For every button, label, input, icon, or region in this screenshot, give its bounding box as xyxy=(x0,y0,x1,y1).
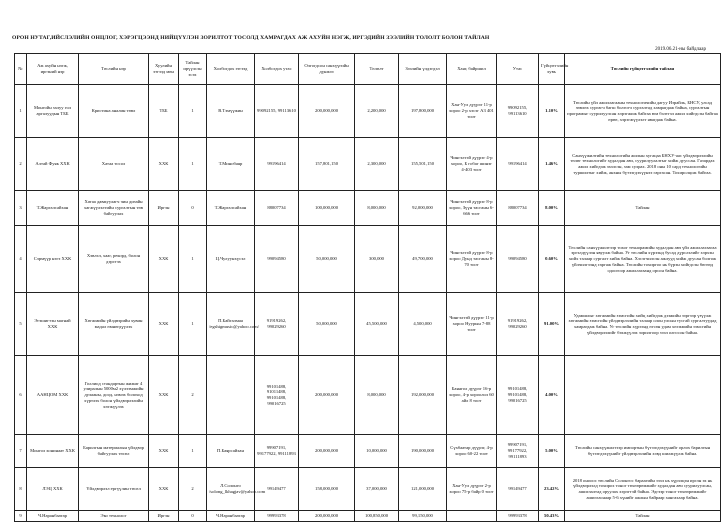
cell-note: Тайлан xyxy=(565,191,721,226)
cell-contact: В.Тэмүүжин xyxy=(207,85,255,138)
cell-project: Хэвлэл, хааг, рекорд, болон дэрстэх xyxy=(79,226,149,293)
cell-address: Чингэлтэй дүүрэг 11-р хороо Нуурын 7-88 тоот xyxy=(447,293,497,356)
cell-balance: 4,500,000 xyxy=(399,293,447,356)
cell-paid: 100,850,000 xyxy=(355,511,399,522)
cell-report: 1 xyxy=(179,85,207,138)
table-row xyxy=(15,138,721,191)
cell-pct: 5.00% xyxy=(539,435,565,468)
cell-contact xyxy=(207,356,255,435)
cell-note: 2018 онооос төслийн Солонгос бараагийн зээл нь хүрэлцэн ирсэн эх нь үйлдвэрлэлд тохирох тоног төхөөрөмжийг худалдан авч суурилуулсан, ашиглалтад оруулах хэрэгтэй байна. Эдгээр тоног төхөөрөмжийг ашигласнаар 5-6 хүнийг ажлын байраар хангахаар байна. xyxy=(565,468,721,511)
cell-contact: Л.Солонго /solong_lkhagjav@yahoo.com xyxy=(207,468,255,511)
cell-phone: 99196414 xyxy=(255,138,299,191)
cell-type: Иргэн xyxy=(149,511,179,522)
cell-pct: 91.00% xyxy=(539,293,565,356)
cell-type: ХХК xyxy=(149,138,179,191)
table-row xyxy=(15,293,721,356)
col-no: № xyxy=(15,54,27,85)
cell-type: ХХК xyxy=(149,435,179,468)
table-row xyxy=(15,435,721,468)
cell-address xyxy=(447,511,497,522)
cell-report: 0 xyxy=(179,191,207,226)
cell-loan: 158,000,000 xyxy=(299,468,355,511)
cell-paid: 45,500,000 xyxy=(355,293,399,356)
cell-project: Үйлдвэрлэл ергүүлин төсөл xyxy=(79,468,149,511)
cell-tel: 99094580 xyxy=(497,226,539,293)
cell-contact: П.Байгалмаа /egshigmusic@yahoo.com/ xyxy=(207,293,255,356)
table-row xyxy=(15,226,721,293)
cell-paid: 2,200,000 xyxy=(355,85,399,138)
cell-no: 6 xyxy=(15,356,27,435)
cell-balance: 192,000,000 xyxy=(399,356,447,435)
cell-contact: Т.Минобаяр xyxy=(207,138,255,191)
cell-tel: 99101488, 99101488, 99016725 xyxy=(497,356,539,435)
cell-address: Чингэлтэй дүүрэг 8-р хороо Дунд тасганы 8-70 тоот xyxy=(447,226,497,293)
cell-report: 2 xyxy=(179,468,207,511)
col-tel: Утас xyxy=(497,54,539,85)
cell-phone: 91919262, 99029260 xyxy=(255,293,299,356)
cell-pct: 23.42% xyxy=(539,468,565,511)
cell-balance: 155,501,150 xyxy=(399,138,447,191)
cell-loan: 200,000,000 xyxy=(299,85,355,138)
cell-balance: 121,000,000 xyxy=(399,468,447,511)
cell-address: Хан-Уул дүүрэг 11-р хороо 2-р хэсэг А3 401 тоот xyxy=(447,85,497,138)
cell-tel: 99092155, 99113610 xyxy=(497,85,539,138)
cell-project: Хатаа тосол xyxy=(79,138,149,191)
cell-no: 5 xyxy=(15,293,27,356)
cell-project: Барилгын материалын үйлдвэр байгуулах төсөл xyxy=(79,435,149,468)
cell-balance: 197,800,000 xyxy=(399,85,447,138)
cell-balance: 190,000,000 xyxy=(399,435,447,468)
cell-tel: 99907191, 99177922, 99111893 xyxy=(497,435,539,468)
cell-project: Кристина аналин төвл xyxy=(79,85,149,138)
cell-address: Чингэлтэй дүүрэг 8-р хороо, Зүүн тасганы 6-666 тоот xyxy=(447,191,497,226)
cell-type: ХХК xyxy=(149,293,179,356)
cell-loan: 200,000,000 xyxy=(299,356,355,435)
cell-paid: 10,000,000 xyxy=(355,435,399,468)
col-name: Аж ахуйн нэгж, иргэний нэр xyxy=(27,54,79,85)
cell-project: Хатаа давжуулагч чин дизайн хагжүүлэлтийн сургалтын төв байгуулах xyxy=(79,191,149,226)
document-title: ОРОН НУТАГ,ИЙСЛЭЛИЙН ОНЦЛОГ, ХЭРЭГЦЭЭНД НИЙЦҮҮЛЭН ЗОРИЛТОТ ТОСОЛД ХАМРАГДАХ АЖ АХУЙН НЭГЖ, ИРГЭДИЙН ЗЭЭЛИЙН ТОЛОЛТ БОЛОН ТАЙЛАН xyxy=(12,35,490,41)
cell-paid: 300,000 xyxy=(355,226,399,293)
cell-pct: 1.10% xyxy=(539,85,565,138)
cell-tel: 91919262, 99029260 xyxy=(497,293,539,356)
cell-no: 1 xyxy=(15,85,27,138)
col-balance: Зээлийн үлдэгдэл xyxy=(399,54,447,85)
cell-tel: 99196414 xyxy=(497,138,539,191)
cell-phone: 99101488, 91011488, 99101488, 99016725 xyxy=(255,356,299,435)
cell-loan: 50,000,000 xyxy=(299,226,355,293)
cell-project: Эко технолог xyxy=(79,511,149,522)
cell-tel: 99149477 xyxy=(497,468,539,511)
cell-report: 2 xyxy=(179,356,207,435)
cell-pct: 8.00% xyxy=(539,191,565,226)
cell-tel: 99993378 xyxy=(497,511,539,522)
cell-type: ХХК xyxy=(149,356,179,435)
cell-no: 7 xyxy=(15,435,27,468)
cell-paid: 8,000,000 xyxy=(355,191,399,226)
cell-name: Т.Жаргалсайхан xyxy=(27,191,79,226)
cell-project: Голлиод стандартын жижиг 4 улиралын 5000м2 хүлээмжийн дулааны, доод, нэмэх болоход хүртлэх болон үйлдвэрлэлийн хөгжүүлэх xyxy=(79,356,149,435)
cell-note xyxy=(565,356,721,435)
cell-contact: Ц.Чулуунхүсэл xyxy=(207,226,255,293)
col-report: Тайлан ирүүлсэн эсэх xyxy=(179,54,207,85)
cell-phone: 99993378 xyxy=(255,511,299,522)
cell-no: 8 xyxy=(15,468,27,511)
cell-note: Төслийн санхүүжилтээр импортын бүтээгдэхүүнийг орлох барилгын бүтээгдэхүүнийг үйлдвэрлэлийн хэвд шилжүүлж байна. xyxy=(565,435,721,468)
col-loan: Олгогдсон санхүүгийн дүнжээ xyxy=(299,54,355,85)
cell-loan: 50,000,000 xyxy=(299,293,355,356)
cell-pct: 0.60% xyxy=(539,226,565,293)
cell-phone: 99149477 xyxy=(255,468,299,511)
cell-pct: 50.43% xyxy=(539,511,565,522)
col-contact: Холбогдох этгээд xyxy=(207,54,255,85)
cell-loan: 200,000,000 xyxy=(299,435,355,468)
cell-report: 1 xyxy=(179,293,207,356)
cell-paid: 2,300,000 xyxy=(355,138,399,191)
cell-paid: 8,000,000 xyxy=(355,356,399,435)
loan-report-table xyxy=(14,53,721,522)
col-address: Хаяг, байршил xyxy=(447,54,497,85)
cell-type: ХХК xyxy=(149,226,179,293)
cell-phone: 99094580 xyxy=(255,226,299,293)
cell-report: 1 xyxy=(179,435,207,468)
col-pct: Гүйцэтгэлийн хувь xyxy=(539,54,565,85)
col-project: Төслийн нэр xyxy=(79,54,149,85)
cell-report: 1 xyxy=(179,226,207,293)
cell-paid: 37,000,000 xyxy=(355,468,399,511)
col-note: Төслийн гүйцэтгэлийн тайлан xyxy=(565,54,721,85)
cell-contact: Т.Жаргалсайхан xyxy=(207,191,255,226)
cell-no: 9 xyxy=(15,511,27,522)
cell-note: Тайлан xyxy=(565,511,721,522)
cell-name: Алтай Фуяк ХХК xyxy=(27,138,79,191)
cell-name: Ч.Наранбаатар xyxy=(27,511,79,522)
cell-phone: 99092155, 99113610 xyxy=(255,85,299,138)
table-header-row xyxy=(15,54,721,85)
cell-balance: 99,150,000 xyxy=(399,511,447,522)
col-phone: Холбогдох утас xyxy=(255,54,299,85)
cell-no: 2 xyxy=(15,138,27,191)
table-row xyxy=(15,356,721,435)
cell-name: ААНЦОМ ХХК xyxy=(27,356,79,435)
table-row xyxy=(15,511,721,522)
cell-name: Монгойн залуу гол аргалуудын ТББ xyxy=(27,85,79,138)
cell-balance: 92,000,000 xyxy=(399,191,447,226)
cell-type: Иргэн xyxy=(149,191,179,226)
cell-note: Удамшлыг хөгжмийн зэмсгийн хийц хийгдэж дээжийн зэргээр үзүүлж хөгжмийн зэмсгийн үйлдвэрлэлийн талаар олон улсын тусгай сургалтуудад хамрагдаж байна. Уг төслийн хүрээнд өгсөн удам хөгжмийн зэмсгийн үйлдвэрлэлийг бэхжүүлэх зорилгоор зээл олгосон байна. xyxy=(565,293,721,356)
cell-loan: 200,000,000 xyxy=(299,511,355,522)
table-row xyxy=(15,85,721,138)
cell-report: 1 xyxy=(179,138,207,191)
cell-contact: Ч.Наранбаатар xyxy=(207,511,255,522)
cell-report: 0 xyxy=(179,511,207,522)
table-row xyxy=(15,191,721,226)
cell-pct: 1.46% xyxy=(539,138,565,191)
cell-pct: 4.00% xyxy=(539,356,565,435)
cell-phone: 99907191, 99177922, 99111893 xyxy=(255,435,299,468)
cell-note: Төслийн үйл ажиллагааны технологичийн дагуу Израйль, БНСУ, улсад зөвлөх сургагч багш болгогч сургалтад хамрагдаж байна, сургалтын програмыг суурилуулсан хэрэгжиж байгаа юм бэлтгэл ажил хийгдсэн байгаа өрөө, хэрэгжүүлэлт явагдаж байна. xyxy=(565,85,721,138)
col-type: Хуулийн этгээд мөн xyxy=(149,54,179,85)
cell-note: Төслийн санхүүжилтээр тохог технорамийн худалдан авч үйл ажиллагаагаа эргэлдүүлэн явуулж байна. Уг төслийн хүрээнд бусад дүрслэлийг хэрхэн хийх талаар сургалт хийж байна. Хэсэгчилсэн ажлууд хийж дуусан болгож үйлчилгээнд гаргаж байна. Төслийн тохиргоо нь бүрэн хийгдсэн бөгөөд одоогоор ажиллагаанд орсон байна. xyxy=(565,226,721,293)
cell-name: Монгол хонинаат ХХК xyxy=(27,435,79,468)
table-row xyxy=(15,468,721,511)
cell-contact: П.Баярсайхан xyxy=(207,435,255,468)
cell-address: Чингэлтэй дүүрэг 4-р хороо, Б гобаг шинэг 4-403 тоот xyxy=(447,138,497,191)
col-paid: Төлөлт xyxy=(355,54,399,85)
report-date: 2019.06.21-ны байдлаар xyxy=(655,47,706,52)
cell-loan: 157,801,150 xyxy=(299,138,355,191)
cell-no: 3 xyxy=(15,191,27,226)
cell-address: Сүхбаатар дүүрэг, 4-р хороо 60-22 тоот xyxy=(447,435,497,468)
cell-no: 4 xyxy=(15,226,27,293)
cell-project: Хөгжмийн үйлдвэрийн хувин мадал өмнөгдүүлэх xyxy=(79,293,149,356)
cell-balance: 49,700,000 xyxy=(399,226,447,293)
cell-name: Эгэшигтэн магнай ХХК xyxy=(27,293,79,356)
cell-type: ТББ xyxy=(149,85,179,138)
cell-loan: 100,000,000 xyxy=(299,191,355,226)
cell-tel: 88007734 xyxy=(497,191,539,226)
cell-name: ЛЭЦ ХХК xyxy=(27,468,79,511)
cell-type: ХХК xyxy=(149,468,179,511)
cell-address: Баянгол дүүрэг 16-р хороо, 4-р хороолол 60 айл 8 тоот xyxy=(447,356,497,435)
cell-name: Сэрмүүр нэгэ ХХК xyxy=(27,226,79,293)
cell-note: Санхүүжилтийн технологийн жилын хугацаа БНХУ-аас үйлдвэрлэлийн төлөг технологийг худалдан авч, суурилуулалтыг хийж дууссан. Газардах ажил хийгдэж эхэлсэн, зам сулрах. 2018 оны 10 сард технологийн туршилтыг хийж, анхны бүтээгдэхүүнээ гаргасан. Тохиролцож байгаа. xyxy=(565,138,721,191)
cell-address: Хан-Уул дүүрэг 2-р хороо 75-р байр 0 тоот xyxy=(447,468,497,511)
cell-phone: 88007734 xyxy=(255,191,299,226)
